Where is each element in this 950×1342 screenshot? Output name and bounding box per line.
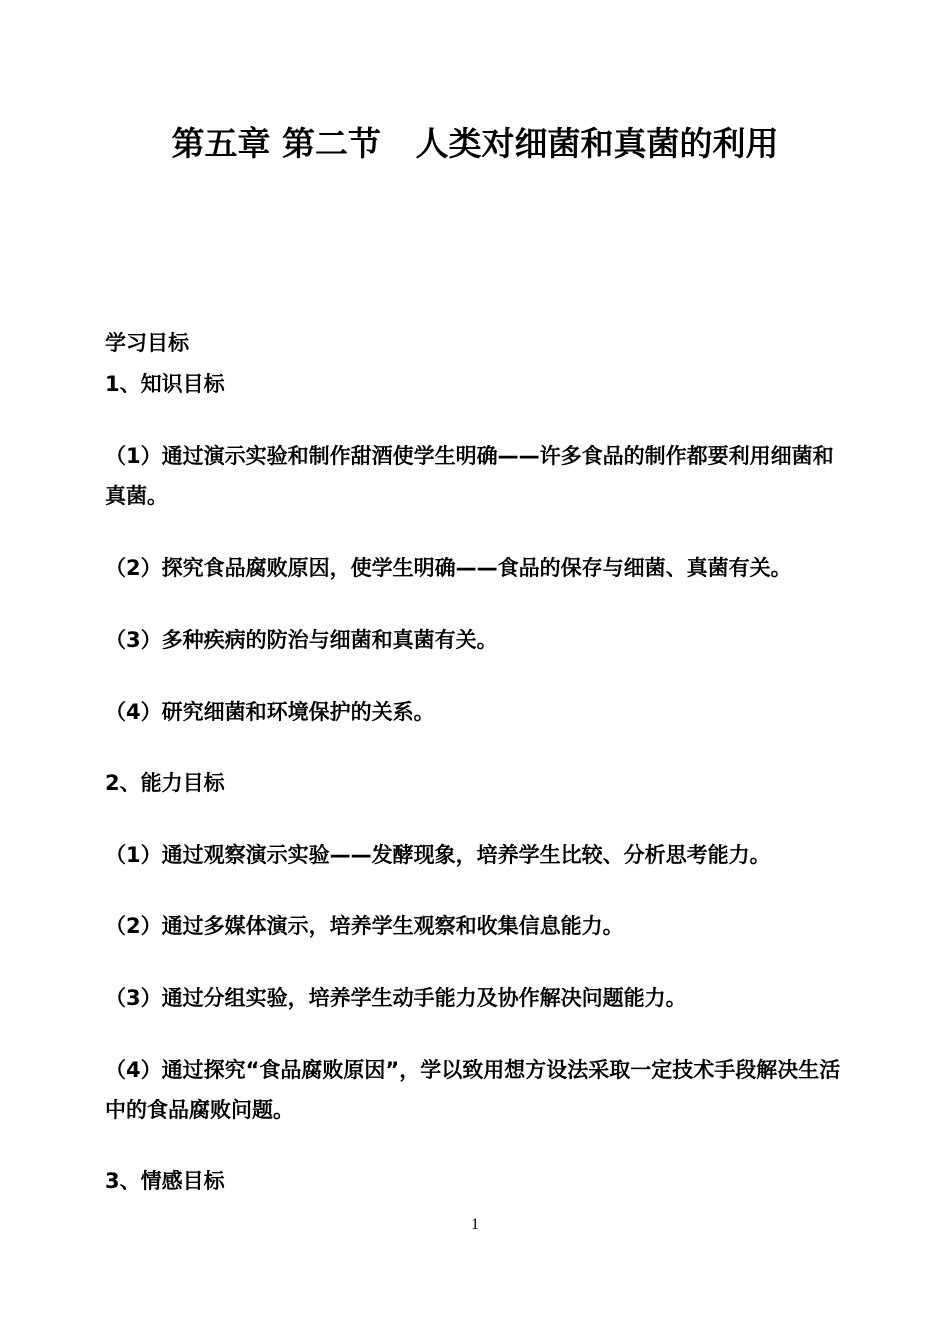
knowledge-item-3: （3）多种疾病的防治与细菌和真菌有关。 <box>105 628 498 652</box>
page-title: 第五章 第二节 人类对细菌和真菌的利用 <box>171 124 779 163</box>
knowledge-item-1: （1）通过演示实验和制作甜酒使学生明确——许多食品的制作都要利用细菌和真菌。 <box>105 444 834 508</box>
knowledge-item-4: （4）研究细菌和环境保护的关系。 <box>105 700 435 724</box>
ability-item-4: （4）通过探究“食品腐败原因”，学以致用想方设法采取一定技术手段解决生活中的食品腐败问题。 <box>105 1058 841 1122</box>
page-number: 1 <box>471 1216 479 1233</box>
ability-heading: 2、能力目标 <box>105 771 225 795</box>
emotion-heading: 3、情感目标 <box>105 1169 225 1193</box>
ability-item-2: （2）通过多媒体演示，培养学生观察和收集信息能力。 <box>105 914 624 938</box>
knowledge-heading: 1、知识目标 <box>105 372 225 396</box>
ability-item-3: （3）通过分组实验，培养学生动手能力及协作解决问题能力。 <box>105 986 687 1010</box>
ability-item-1: （1）通过观察演示实验——发酵现象，培养学生比较、分析思考能力。 <box>105 843 771 867</box>
section-heading: 学习目标 <box>105 331 189 355</box>
knowledge-item-2: （2）探究食品腐败原因，使学生明确——食品的保存与细菌、真菌有关。 <box>105 556 792 580</box>
